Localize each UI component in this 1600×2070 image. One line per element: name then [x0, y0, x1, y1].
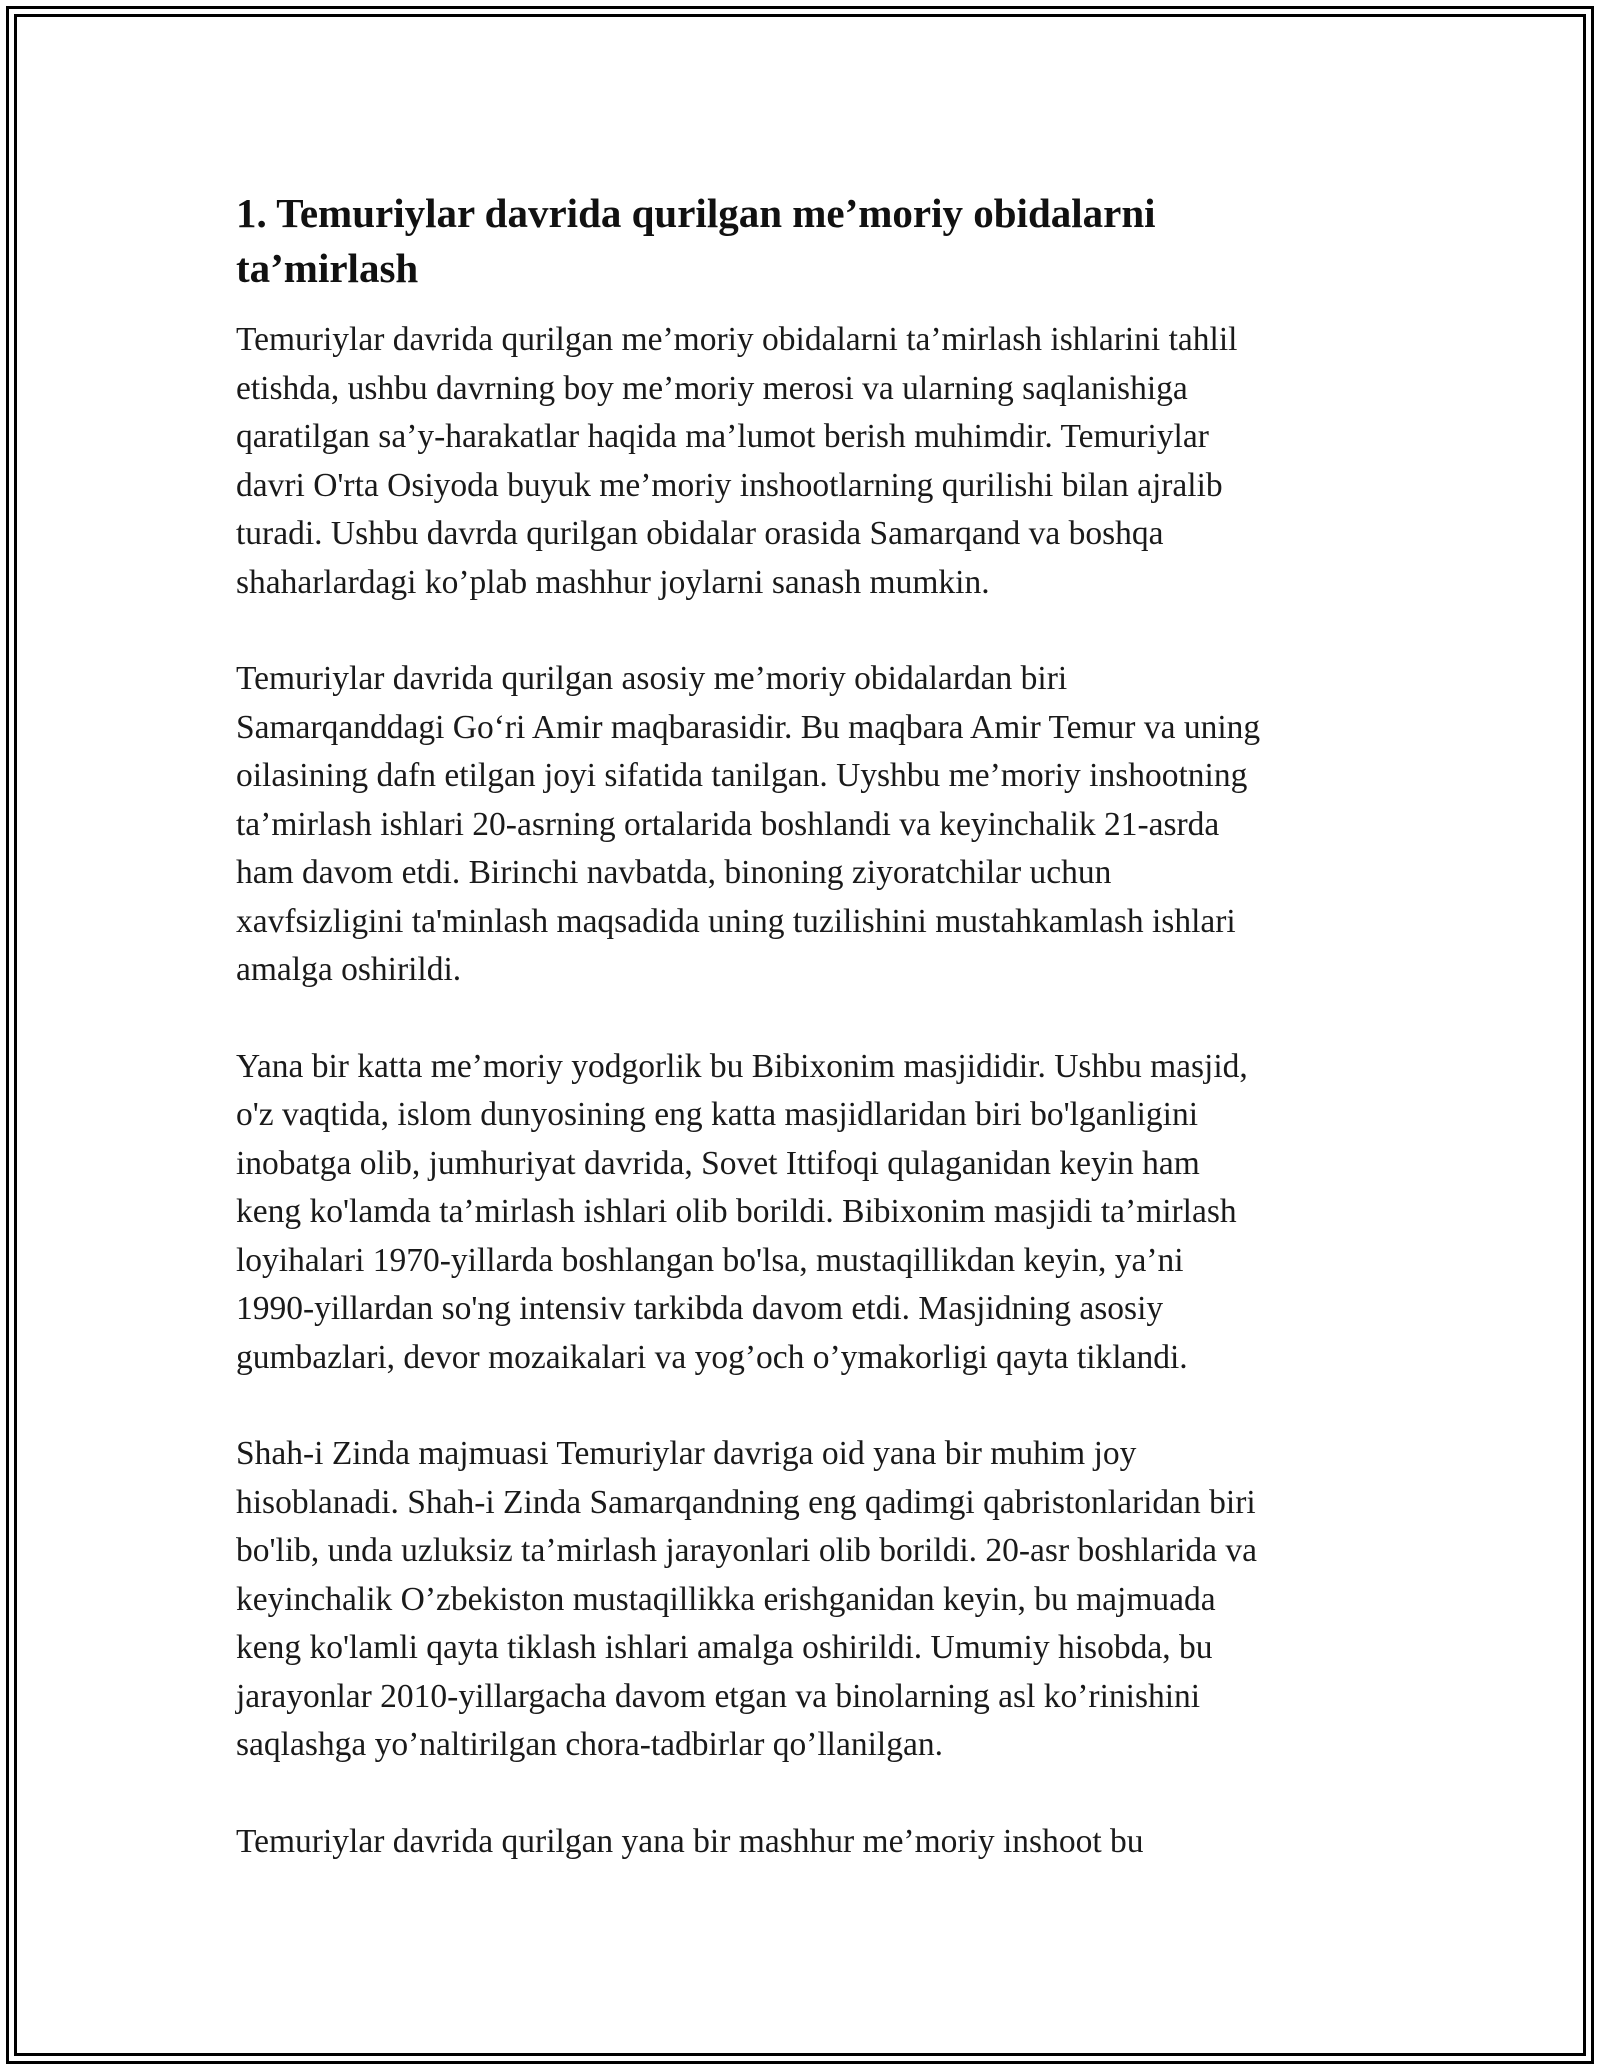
text-line: Shah-i Zinda majmuasi Temuriylar davriga oid yana bir muhim joy [236, 1435, 1137, 1472]
text-line: ham davom etdi. Birinchi navbatda, binoning ziyoratchilar uchun [236, 854, 1112, 891]
text-line: gumbazlari, devor mozaikalari va yog’och o’ymakorligi qayta tiklandi. [236, 1338, 1188, 1376]
text-line: Yana bir katta me’moriy yodgorlik bu Bibixonim masjididir. Ushbu masjid, [236, 1047, 1248, 1085]
text-line: hisoblanadi. Shah-i Zinda Samarqandning eng qadimgi qabristonlaridan biri [236, 1483, 1256, 1521]
paragraph [236, 1430, 1376, 1770]
document-page [236, 186, 1376, 1866]
text-line: turadi. Ushbu davrda qurilgan obidalar orasida Samarqand va boshqa [236, 515, 1164, 552]
text-line: Temuriylar davrida qurilgan yana bir mashhur me’moriy inshoot bu [236, 1822, 1144, 1860]
paragraph [236, 1818, 1376, 1867]
text-line: Samarqanddagi Go‘ri Amir maqbarasidir. Bu maqbara Amir Temur va uning [236, 708, 1261, 746]
text-line: loyihalari 1970-yillarda boshlangan bo'lsa, mustaqillikdan keyin, ya’ni [236, 1241, 1184, 1279]
text-line: xavfsizligini ta'minlash maqsadida uning tuzilishini mustahkamlash ishlari [236, 902, 1236, 940]
paragraph [236, 316, 1376, 607]
text-line: Temuriylar davrida qurilgan asosiy me’moriy obidalardan biri [236, 660, 1068, 697]
paragraph [236, 655, 1376, 995]
text-line: ta’mirlash ishlari 20-asrning ortalarida boshlandi va keyinchalik 21-asrda [236, 805, 1220, 843]
heading-line: ta’mirlash [236, 245, 419, 291]
text-line: keng ko'lamli qayta tiklash ishlari amalga oshirildi. Umumiy hisobda, bu [236, 1629, 1213, 1666]
paragraph [236, 1043, 1376, 1383]
heading-line: 1. Temuriylar davrida qurilgan me’moriy obidalarni [236, 190, 1156, 236]
text-line: saqlashga yo’naltirilgan chora-tadbirlar qo’llanilgan. [236, 1726, 943, 1763]
section-heading [236, 186, 1376, 296]
text-line: etishda, ushbu davrning boy me’moriy merosi va ularning saqlanishiga [236, 369, 1188, 407]
text-line: 1990-yillardan so'ng intensiv tarkibda davom etdi. Masjidning asosiy [236, 1290, 1164, 1327]
text-line: o'z vaqtida, islom dunyosining eng katta masjidlaridan biri bo'lganligini [236, 1096, 1199, 1133]
text-line: jarayonlar 2010-yillargacha davom etgan va binolarning asl ko’rinishini [236, 1677, 1201, 1715]
text-line: bo'lib, unda uzluksiz ta’mirlash jarayonlari olib borildi. 20-asr boshlarida va [236, 1532, 1258, 1569]
text-line: keyinchalik O’zbekiston mustaqillikka erishganidan keyin, bu majmuada [236, 1580, 1216, 1618]
text-line: keng ko'lamda ta’mirlash ishlari olib borildi. Bibixonim masjidi ta’mirlash [236, 1193, 1237, 1230]
text-line: amalga oshirildi. [236, 951, 462, 988]
text-line: Temuriylar davrida qurilgan me’moriy obidalarni ta’mirlash ishlarini tahlil [236, 321, 1238, 358]
text-line: davri O'rta Osiyoda buyuk me’moriy inshootlarning qurilishi bilan ajralib [236, 466, 1223, 504]
text-line: inobatga olib, jumhuriyat davrida, Sovet Ittifoqi qulaganidan keyin ham [236, 1144, 1200, 1182]
text-line: oilasining dafn etilgan joyi sifatida tanilgan. Uyshbu me’moriy inshootning [236, 757, 1248, 794]
text-line: qaratilgan sa’y-harakatlar haqida ma’lumot berish muhimdir. Temuriylar [236, 418, 1209, 455]
text-line: shaharlardagi ko’plab mashhur joylarni sanash mumkin. [236, 563, 990, 601]
